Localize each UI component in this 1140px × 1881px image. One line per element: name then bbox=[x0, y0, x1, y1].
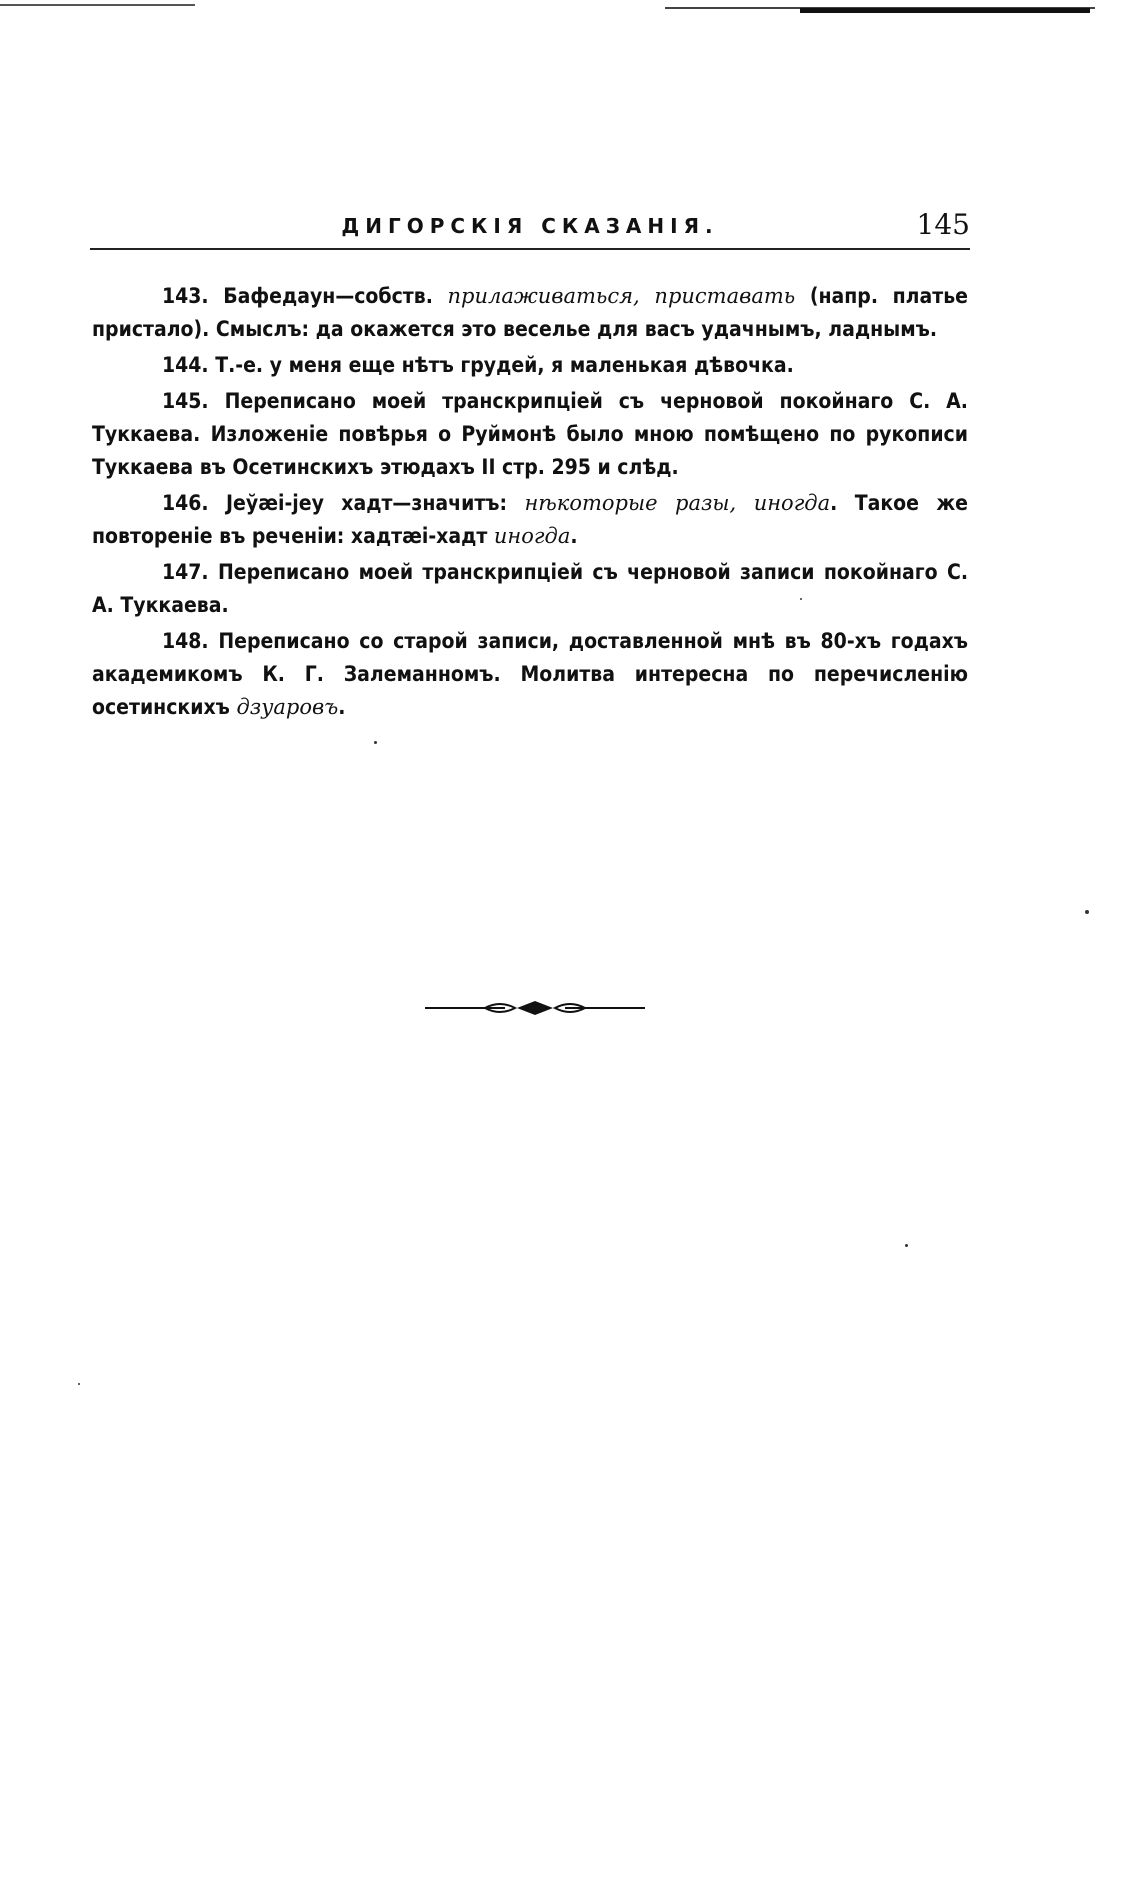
note-italic: нѣкоторые разы, иногда bbox=[524, 491, 831, 515]
stray-dot bbox=[78, 1383, 80, 1385]
note-number: 145. bbox=[162, 389, 209, 413]
header-rule bbox=[90, 248, 970, 250]
note-number: 148. bbox=[162, 629, 209, 653]
note-text: . Такое же повтореніе въ реченіи: хадтæі-хадт bbox=[92, 491, 968, 548]
stray-dot bbox=[905, 1244, 908, 1247]
stray-dot bbox=[800, 598, 802, 600]
note-number: 144. bbox=[162, 353, 209, 377]
note-text: (напр. платье пристало). Смыслъ: да окажется это веселье для васъ удачнымъ, ладнымъ. bbox=[92, 284, 968, 341]
note-italic: иногда bbox=[493, 524, 571, 548]
note-text: . bbox=[338, 695, 346, 719]
note-text: Переписано моей транскрипціей съ черновой покойнаго С. А. Туккаева. Изложеніе повѣрья о Руймонѣ было мною помѣщено по рукописи Туккаева въ Осетинскихъ этюдахъ II стр. 295 и слѣд. bbox=[92, 389, 968, 479]
top-right-rule-thick bbox=[800, 8, 1090, 13]
note-italic: прилаживаться, приставать bbox=[447, 284, 796, 308]
top-left-rule bbox=[0, 4, 195, 6]
note-145 bbox=[92, 385, 968, 484]
note-144 bbox=[92, 349, 968, 382]
notes-section bbox=[92, 280, 968, 727]
page-number: 145 bbox=[916, 208, 970, 241]
note-number: 147. bbox=[162, 560, 209, 584]
note-146 bbox=[92, 487, 968, 553]
note-number: 143. bbox=[162, 284, 209, 308]
note-text: Бафедаун—собств. bbox=[223, 284, 448, 308]
running-title: ДИГОРСКІЯ СКАЗАНІЯ. bbox=[341, 214, 719, 238]
note-text: Јеўæі-јеу хадт—значитъ: bbox=[226, 491, 525, 515]
note-143 bbox=[92, 280, 968, 346]
note-number: 146. bbox=[162, 491, 209, 515]
note-148 bbox=[92, 625, 968, 724]
stray-dot bbox=[374, 741, 377, 744]
note-147 bbox=[92, 556, 968, 622]
note-text: Т.-е. у меня еще нѣтъ грудей, я маленькая дѣвочка. bbox=[215, 353, 794, 377]
note-italic: дзуаровъ bbox=[236, 695, 339, 719]
ornament-divider-icon bbox=[425, 998, 645, 1018]
note-text: . bbox=[570, 524, 578, 548]
note-text: Переписано со старой записи, доставленной мнѣ въ 80-хъ годахъ академикомъ К. Г. Залеманномъ. Молитва интересна по перечисленію осетинскихъ bbox=[92, 629, 968, 719]
stray-dot bbox=[1085, 910, 1089, 914]
running-header bbox=[90, 208, 970, 248]
note-text: Переписано моей транскрипціей съ черновой записи покойнаго С. А. Туккаева. bbox=[92, 560, 968, 617]
